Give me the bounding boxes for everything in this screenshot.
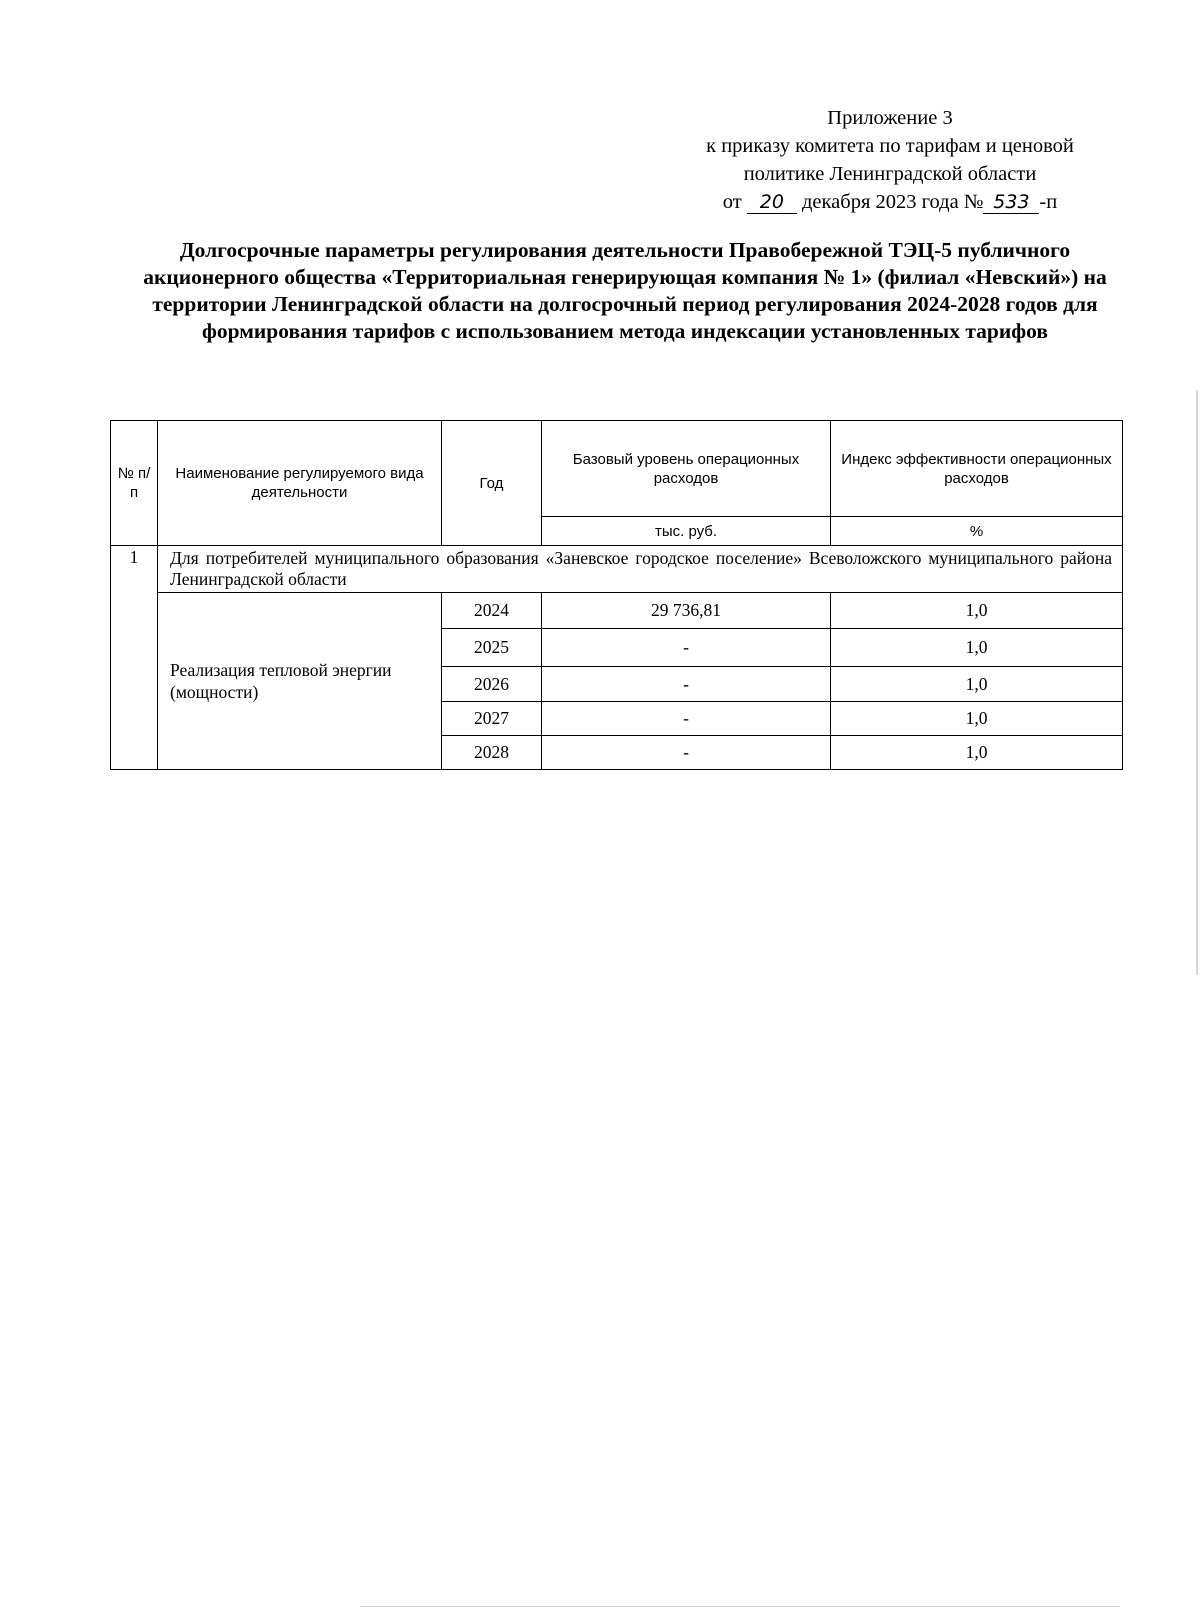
cell-base-level: 29 736,81 xyxy=(542,593,831,629)
cell-base-level: - xyxy=(542,736,831,770)
header-base-level: Базовый уровень операционных расходов xyxy=(542,421,831,517)
cell-base-level: - xyxy=(542,629,831,667)
cell-efficiency: 1,0 xyxy=(831,702,1123,736)
cell-efficiency: 1,0 xyxy=(831,736,1123,770)
annex-line-3: политике Ленинградской области xyxy=(743,163,1037,185)
group-number: 1 xyxy=(111,546,158,770)
annex-day-handwritten: 20 xyxy=(747,191,797,214)
cell-year: 2024 xyxy=(442,593,542,629)
table-group-row xyxy=(111,546,1123,593)
annex-date-prefix: от xyxy=(722,191,742,213)
unit-efficiency: % xyxy=(831,517,1123,546)
cell-year: 2026 xyxy=(442,667,542,702)
parameters-table xyxy=(110,420,1123,770)
cell-efficiency: 1,0 xyxy=(831,667,1123,702)
cell-base-level: - xyxy=(542,702,831,736)
cell-efficiency: 1,0 xyxy=(831,593,1123,629)
cell-efficiency: 1,0 xyxy=(831,629,1123,667)
annex-date-line xyxy=(640,188,1140,216)
activity-name: Реализация тепловой энергии (мощности) xyxy=(158,593,442,770)
cell-base-level: - xyxy=(542,667,831,702)
unit-base-level: тыс. руб. xyxy=(542,517,831,546)
scan-edge-line xyxy=(1196,390,1198,975)
scan-bottom-line xyxy=(360,1606,1120,1607)
document-title: Долгосрочные параметры регулирования деятельности Правобережной ТЭЦ-5 публичного акционерного общества «Территориальная генерирующая компания № 1» (филиал «Невский») на территории Ленинградской области на долгосрочный период регулирования 2024-2028 годов для формирования тарифов с использованием метода индексации установленных тарифов xyxy=(143,238,1107,343)
table-header-row xyxy=(111,421,1123,517)
header-year: Год xyxy=(442,421,542,546)
annex-line-1: Приложение 3 xyxy=(827,107,953,129)
header-activity: Наименование регулируемого вида деятельности xyxy=(158,421,442,546)
table-row xyxy=(111,593,1123,629)
annex-suffix: -п xyxy=(1039,191,1058,213)
header-num: № п/п xyxy=(111,421,158,546)
annex-number-handwritten: 533 xyxy=(983,191,1039,214)
annex-header xyxy=(640,104,1140,216)
annex-month-year: декабря 2023 года № xyxy=(801,191,984,213)
cell-year: 2025 xyxy=(442,629,542,667)
cell-year: 2028 xyxy=(442,736,542,770)
header-efficiency: Индекс эффективности операционных расходов xyxy=(831,421,1123,517)
cell-year: 2027 xyxy=(442,702,542,736)
annex-line-2: к приказу комитета по тарифам и ценовой xyxy=(706,135,1074,157)
group-description: Для потребителей муниципального образования «Заневское городское поселение» Всеволожского муниципального района Ленинградской области xyxy=(158,546,1123,593)
